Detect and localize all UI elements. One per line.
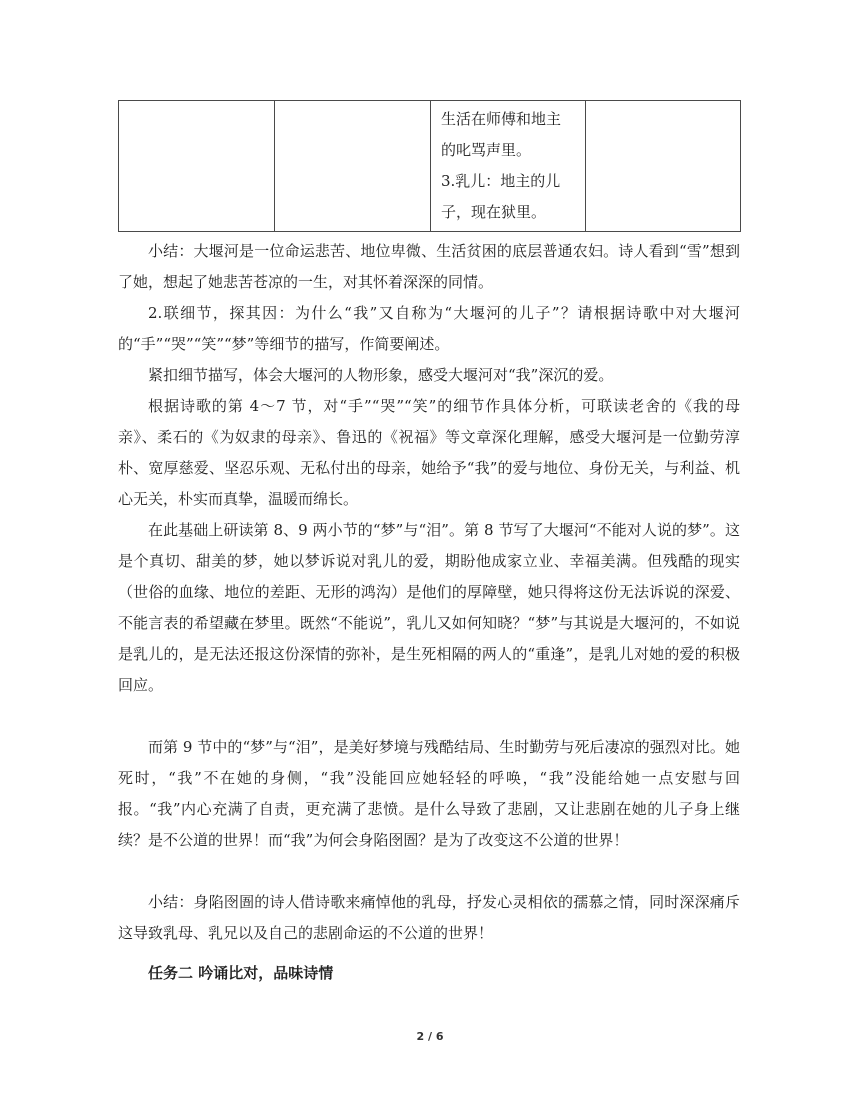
table-fragment bbox=[118, 100, 741, 232]
table-cell-3 bbox=[431, 101, 586, 232]
table-cell-4 bbox=[586, 101, 741, 232]
summary-paragraph-1: 小结：大堰河是一位命运悲苦、地位卑微、生活贫困的底层普通农妇。诗人看到“雪”想到了她，想起了她悲苦苍凉的一生，对其怀着深深的同情。 bbox=[118, 242, 740, 291]
table-row bbox=[119, 101, 741, 232]
guidance-paragraph: 紧扣细节描写，体会大堰河的人物形象，感受大堰河对“我”深沉的爱。 bbox=[148, 366, 614, 384]
cell-text-line: 的叱骂声里。 bbox=[441, 141, 532, 159]
question-paragraph: 2.联细节，探其因：为什么“我”又自称为“大堰河的儿子”？请根据诗歌中对大堰河的“手”“哭”“笑”“梦”等细节的描写，作简要阐述。 bbox=[118, 304, 740, 353]
analysis-paragraph-2: 在此基础上研读第 8、9 两小节的“梦”与“泪”。第 8 节写了大堰河“不能对人说的梦”。这是个真切、甜美的梦，她以梦诉说对乳儿的爱，期盼他成家立业、幸福美满。但残酷的现实（世俗的血缘、地位的差距、无形的鸿沟）是他们的厚障壁，她只得将这份无法诉说的深爱、不能言表的希望藏在梦里。既然“不能说”，乳儿又如何知晓？“梦”与其说是大堰河的，不如说是乳儿的，是无法还报这份深情的弥补，是生死相隔的两人的“重逢”，是乳儿对她的爱的积极回应。 bbox=[118, 521, 740, 694]
task-heading: 任务二 吟诵比对，品味诗情 bbox=[148, 964, 334, 982]
cell-text-line: 3.乳儿：地主的儿 bbox=[441, 172, 561, 190]
analysis-paragraph-3: 而第 9 节中的“梦”与“泪”，是美好梦境与残酷结局、生时勤劳与死后凄凉的强烈对比。她死时，“我”不在她的身侧，“我”没能回应她轻轻的呼唤，“我”没能给她一点安慰与回报。“我”内心充满了自责，更充满了悲愤。是什么导致了悲剧，又让悲剧在她的儿子身上继续？是不公道的世界！而“我”为何会身陷囹圄？是为了改变这不公道的世界！ bbox=[118, 738, 740, 849]
cell-text-line: 子，现在狱里。 bbox=[441, 203, 547, 221]
table-cell-2 bbox=[275, 101, 431, 232]
page-number: 2 / 6 bbox=[416, 1030, 444, 1043]
cell-text-line: 生活在师傅和地主 bbox=[441, 110, 562, 128]
analysis-paragraph-1: 根据诗歌的第 4～7 节，对“手”“哭”“笑”的细节作具体分析，可联读老舍的《我的母亲》、柔石的《为奴隶的母亲》、鲁迅的《祝福》等文章深化理解，感受大堰河是一位勤劳淳朴、宽厚慈爱、坚忍乐观、无私付出的母亲，她给予“我”的爱与地位、身份无关，与利益、机心无关，朴实而真挚，温暖而绵长。 bbox=[118, 397, 740, 508]
summary-paragraph-2: 小结：身陷囹圄的诗人借诗歌来痛悼他的乳母，抒发心灵相依的孺慕之情，同时深深痛斥这导致乳母、乳兄以及自己的悲剧命运的不公道的世界！ bbox=[118, 893, 740, 942]
table-cell-1 bbox=[119, 101, 275, 232]
